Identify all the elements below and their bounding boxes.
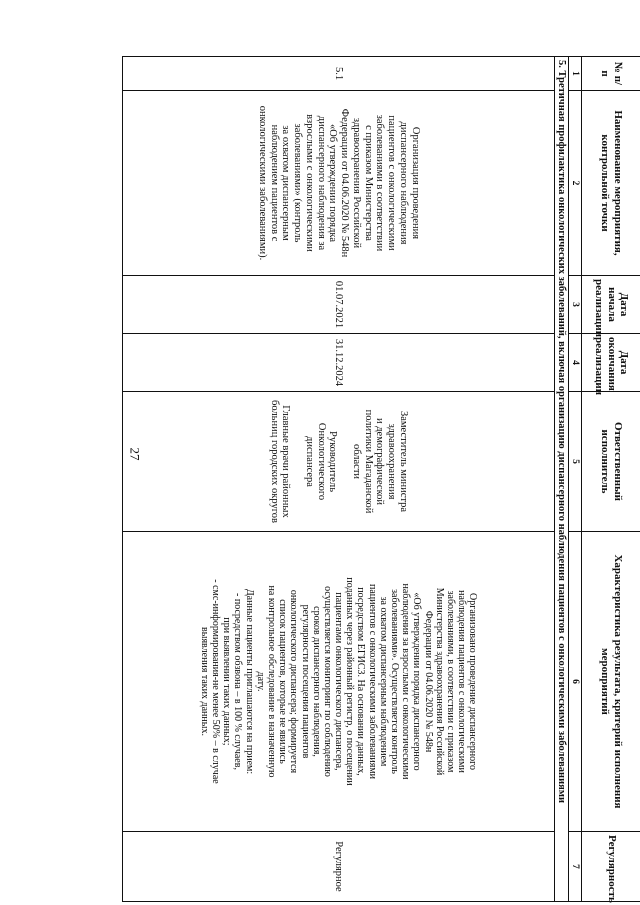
- col-number: 6: [569, 532, 582, 832]
- col-number: 5: [569, 392, 582, 532]
- row-number: 5.1: [123, 57, 555, 91]
- col-number: 4: [569, 334, 582, 392]
- col-number: 1: [569, 57, 582, 91]
- regularity: Регулярное: [123, 832, 555, 902]
- header-row: [582, 57, 640, 902]
- page-number: 27: [127, 447, 143, 461]
- responsible-executor: Заместитель министра здравоохранения и демографической политики Магаданской области Руководитель Онкологического диспансера Главные врачи районных больниц городских округов: [123, 392, 555, 532]
- column-number-row: [569, 57, 582, 902]
- rotated-table-wrapper: [122, 56, 640, 901]
- section-title: 5. Третичная профилактика онкологических заболеваний, включая организацию диспансерного наблюдения пациентов с онкологическими заболеваниями: [555, 57, 569, 902]
- result-description: Организовано проведение диспансерного наблюдения пациентов с онкологическими заболеваниями, в соответствии с приказом Министерства здравоохранения Российской Федерации от 04.06.2020 № 548н «Об утверждении порядка диспансерного наблюдения за взрослыми с онкологическими заболеваниями». Осуществляется контроль за охватом диспансерным наблюдением пациентов с онкологическими заболеваниями посредством ЕГИСЗ. На основании данных, поданных через районный регистр, о посещении пациентами онкологического диспансера, осуществляется мониторинг по соблюдению сроков диспансерного наблюдения, регулярности посещения пациентов онкологического диспансера; формируется список пациентов, которые не явились на контрольное обследование в назначенную дату. Данные пациенты приглашаются на прием: - посредством обзвона – в 100 % случаев, при выявлении таких данных; - смс-информирования-не менее 50% – в случае выявления таких данных.: [123, 532, 555, 832]
- section-row: [555, 57, 569, 902]
- end-date: 31.12.2024: [123, 334, 555, 392]
- col-number: 2: [569, 91, 582, 276]
- header-name: Наименование мероприятия, контрольной точки: [582, 91, 640, 276]
- header-result: Характеристика результата, критерий исполнения мероприятий: [582, 532, 640, 832]
- header-end: Дата окончания реализации: [582, 334, 640, 392]
- start-date: 01.07.2021: [123, 276, 555, 334]
- table-row: [123, 57, 555, 902]
- plan-table: [122, 56, 640, 902]
- activity-name: Организация проведения диспансерного наблюдения пациентов с онкологическими заболеваниями в соответствии с приказом Министерства здравоохранения Российской Федерации от 04.06.2020 № 548н «Об утверждении порядка диспансерного наблюдения за взрослыми с онкологическими заболеваниями» (контроль за охватом диспансерным наблюдением пациентов с онкологическими заболеваниями).: [123, 91, 555, 276]
- header-regularity: Регулярность: [582, 832, 640, 902]
- col-number: 7: [569, 832, 582, 902]
- col-number: 3: [569, 276, 582, 334]
- header-num: № п/п: [582, 57, 640, 91]
- header-responsible: Ответственный исполнитель: [582, 392, 640, 532]
- header-start: Дата начала реализации: [582, 276, 640, 334]
